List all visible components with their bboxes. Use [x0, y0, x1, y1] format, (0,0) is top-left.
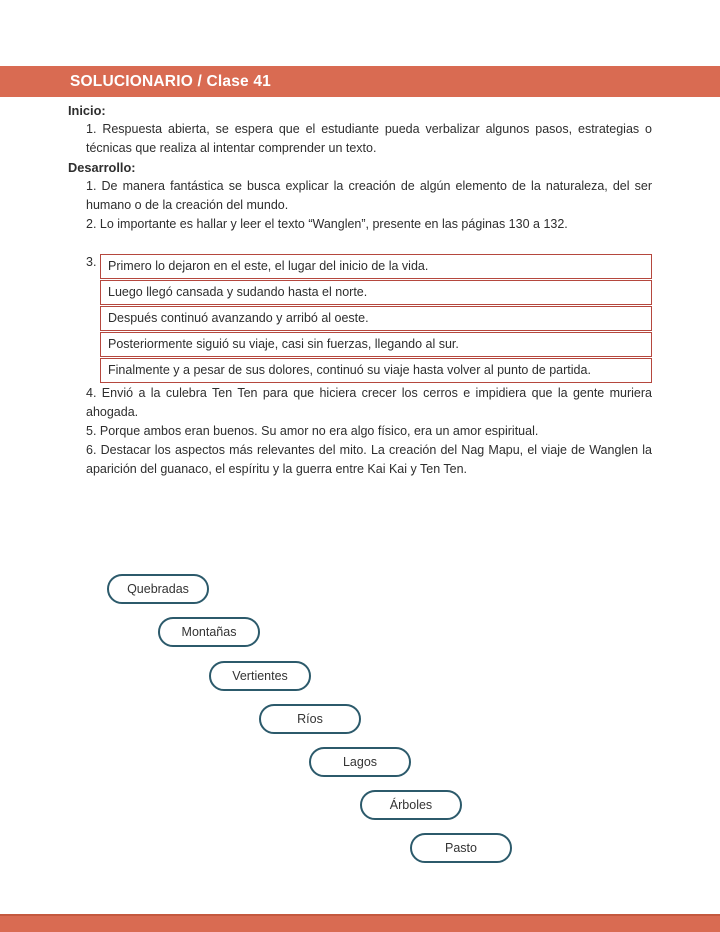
inicio-heading: Inicio: — [68, 103, 106, 118]
sequence-table — [100, 254, 652, 384]
footer-bar — [0, 914, 720, 932]
desarrollo-item-3 — [68, 254, 652, 384]
sequence-table-row: Posteriormente siguió su viaje, casi sin fuerzas, llegando al sur. — [100, 332, 652, 357]
page-title: SOLUCIONARIO / Clase 41 — [70, 72, 271, 90]
answer-pill: Montañas — [158, 617, 260, 647]
desarrollo-item-6: 6. Destacar los aspectos más relevantes del mito. La creación del Nag Mapu, el viaje de Wanglen la aparición del guanaco, el espíritu y la guerra entre Kai Kai y Ten Ten. — [86, 443, 652, 476]
desarrollo-heading: Desarrollo: — [68, 160, 136, 175]
answer-pill: Ríos — [259, 704, 361, 734]
inicio-item-1: 1. Respuesta abierta, se espera que el estudiante pueda verbalizar algunos pasos, estrategias o técnicas que realiza al intentar comprender un texto. — [86, 122, 652, 155]
content-area — [68, 101, 652, 479]
section-desarrollo — [68, 158, 652, 479]
section-inicio — [68, 101, 652, 158]
sequence-table-row: Primero lo dejaron en el este, el lugar del inicio de la vida. — [100, 254, 652, 279]
item-3-number: 3. — [86, 255, 97, 269]
desarrollo-item-1: 1. De manera fantástica se busca explicar la creación de algún elemento de la naturaleza, del ser humano o de la creación del mundo. — [86, 179, 652, 212]
sequence-table-row: Luego llegó cansada y sudando hasta el norte. — [100, 280, 652, 305]
answer-pill: Quebradas — [107, 574, 209, 604]
sequence-table-row: Después continuó avanzando y arribó al oeste. — [100, 306, 652, 331]
answer-pill: Pasto — [410, 833, 512, 863]
answer-pill: Lagos — [309, 747, 411, 777]
header-bar — [0, 66, 720, 97]
desarrollo-item-4: 4. Envió a la culebra Ten Ten para que hiciera crecer los cerros e impidiera que la gente muriera ahogada. — [86, 386, 652, 419]
sequence-table-row: Finalmente y a pesar de sus dolores, continuó su viaje hasta volver al punto de partida. — [100, 358, 652, 383]
desarrollo-item-2: 2. Lo importante es hallar y leer el texto “Wanglen”, presente en las páginas 130 a 132. — [86, 217, 568, 231]
answer-pill: Vertientes — [209, 661, 311, 691]
desarrollo-item-5: 5. Porque ambos eran buenos. Su amor no era algo físico, era un amor espiritual. — [86, 424, 539, 438]
answer-pill: Árboles — [360, 790, 462, 820]
